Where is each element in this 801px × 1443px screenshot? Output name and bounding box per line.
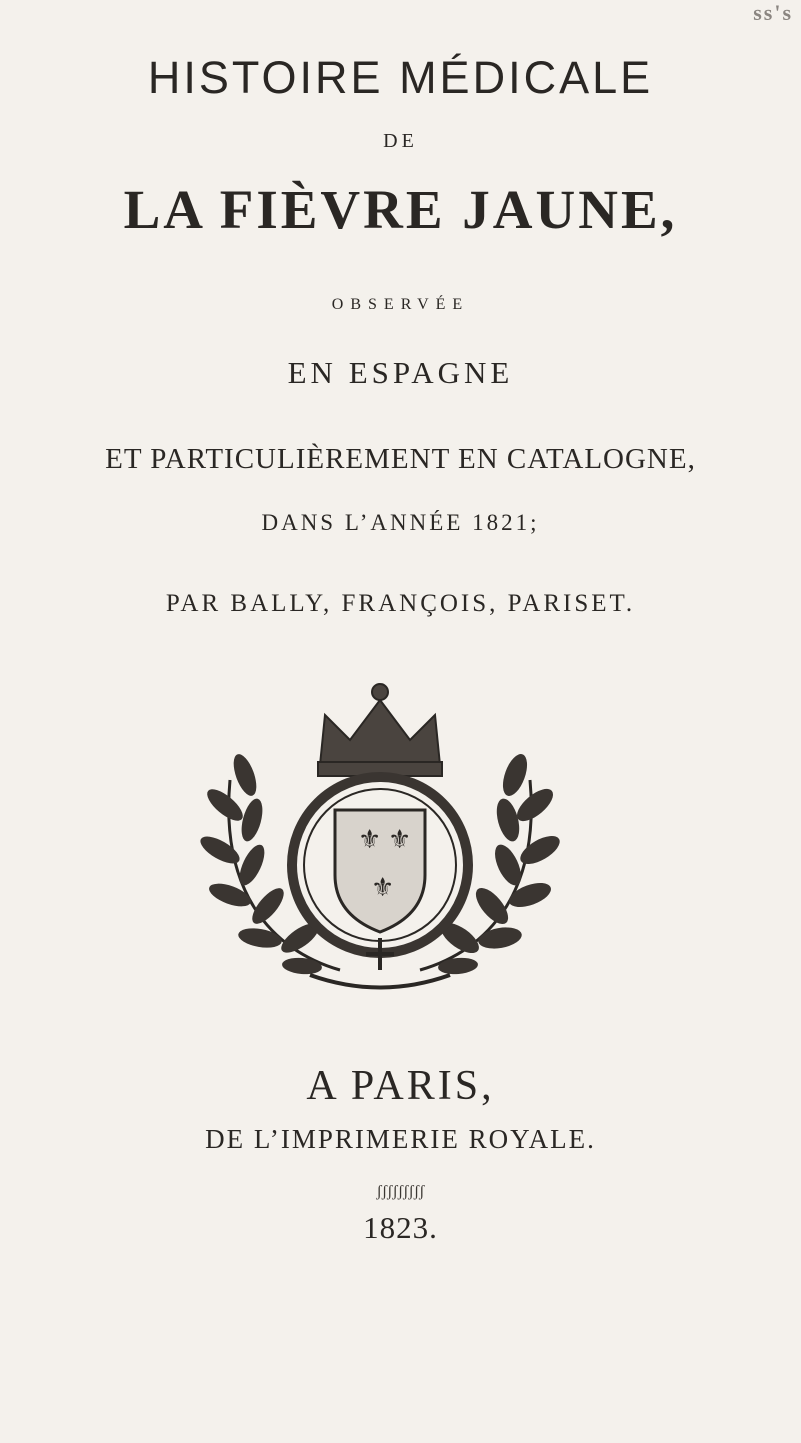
title-de: DE bbox=[383, 130, 418, 152]
imprint-year: 1823. bbox=[363, 1210, 438, 1245]
title-authors: PAR BALLY, FRANÇOIS, PARISET. bbox=[165, 590, 636, 617]
title-histoire-medicale: HISTOIRE MÉDICALE bbox=[147, 52, 654, 103]
svg-text:⚜: ⚜ bbox=[371, 873, 395, 903]
ribbon bbox=[310, 975, 450, 988]
svg-text:⚜: ⚜ bbox=[358, 825, 382, 855]
svg-text:⚜: ⚜ bbox=[388, 825, 412, 855]
title-fievre-jaune: LA FIÈVRE JAUNE, bbox=[123, 179, 678, 240]
royal-arms-emblem bbox=[190, 670, 570, 1010]
title-catalogne: ET PARTICULIÈREMENT EN CATALOGNE, bbox=[105, 443, 696, 475]
title-observee: OBSERVÉE bbox=[331, 296, 470, 313]
title-annee: DANS L’ANNÉE 1821; bbox=[261, 510, 540, 535]
imprint-place: A PARIS, bbox=[306, 1063, 495, 1109]
crown bbox=[318, 684, 442, 776]
ornamental-rule: ʃʃʃʃʃʃʃʃʃ bbox=[376, 1183, 425, 1200]
order-pendant bbox=[366, 938, 394, 970]
corner-shelf-mark: ss's bbox=[753, 0, 793, 25]
imprint-printer: DE L’IMPRIMERIE ROYALE. bbox=[205, 1124, 596, 1154]
title-en-espagne: EN ESPAGNE bbox=[287, 355, 514, 390]
